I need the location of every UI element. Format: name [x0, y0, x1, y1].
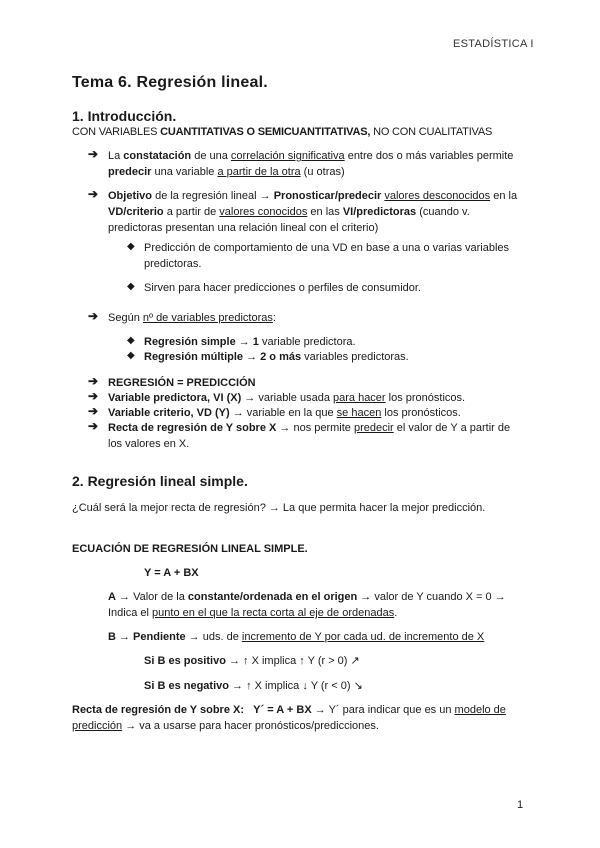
arrow-bullet: ➔ [88, 309, 99, 323]
segun-item: Según nº de variables predictoras: [108, 312, 276, 324]
a-constant-item: A → Valor de la constante/ordenada en el origen → valor de Y cuando X = 0 → Indica el punto en el que la recta corta al eje de ordenadas. [108, 591, 506, 619]
b-pendiente-item: B → Pendiente → uds. de incremento de Y por cada ud. de incremento de X [108, 631, 485, 643]
recta-regresion-item: Recta de regresión de Y sobre X → nos permite predecir el valor de Y a partir de los valores en X. [108, 422, 511, 450]
b-negativo: Si B es negativo → ↑ X implica ↓ Y (r < 0) ↘ [144, 680, 363, 692]
arrow-bullet: ➔ [88, 147, 99, 161]
arrow-bullet: ➔ [88, 187, 99, 201]
page-header: ESTADÍSTICA I [453, 38, 534, 50]
page-title: Tema 6. Regresión lineal. [72, 74, 268, 91]
arrow-bullet: ➔ [88, 389, 99, 403]
b-positivo: Si B es positivo → ↑ X implica ↑ Y (r > 0) ↗ [144, 655, 360, 667]
equation: Y = A + BX [144, 567, 199, 579]
arrow-bullet: ➔ [88, 404, 99, 418]
regresion-multiple: Regresión múltiple → 2 o más variables predictoras. [144, 351, 409, 363]
arrow-bullet: ➔ [88, 419, 99, 433]
section-2-heading: 2. Regresión lineal simple. [72, 473, 248, 489]
diamond-bullet: ◆ [127, 281, 135, 292]
page-number: 1 [517, 799, 524, 811]
sub-item-prediccion: Predicción de comportamiento de una VD en base a una o varias variables predictoras. [144, 242, 510, 270]
variable-criterio: Variable criterio, VD (Y) → variable en la que se hacen los pronósticos. [108, 407, 461, 419]
question-line: ¿Cuál será la mejor recta de regresión? → La que permita hacer la mejor predicción. [72, 502, 486, 514]
final-paragraph: Recta de regresión de Y sobre X: Y´ = A + BX → Y´ para indicar que es un modelo de predicción → va a usarse para hacer pronósticos/predicciones. [72, 704, 506, 732]
variable-predictora: Variable predictora, VI (X) → variable usada para hacer los pronósticos. [108, 392, 466, 404]
arrow-bullet: ➔ [88, 374, 99, 388]
intro-line: CON VARIABLES CUANTITATIVAS O SEMICUANTITATIVAS, NO CON CUALITATIVAS [72, 126, 493, 138]
equation-heading: ECUACIÓN DE REGRESIÓN LINEAL SIMPLE. [72, 543, 308, 555]
constatacion-item: La constatación de una correlación significativa entre dos o más variables permite predecir una variable a partir de la otra (u otras) [108, 150, 514, 178]
diamond-bullet: ◆ [127, 350, 135, 361]
diamond-bullet: ◆ [127, 241, 135, 252]
objetivo-item: Objetivo de la regresión lineal → Pronosticar/predecir valores desconocidos en la VD/criterio a partir de valores conocidos en las VI/predictoras (cuando v. predictoras presentan una relación lineal con el criterio) [108, 190, 518, 234]
section-1-heading: 1. Introducción. [72, 108, 177, 124]
sub-item-perfiles: Sirven para hacer predicciones o perfiles de consumidor. [144, 282, 421, 294]
regresion-prediccion: REGRESIÓN = PREDICCIÓN [108, 377, 256, 389]
diamond-bullet: ◆ [127, 335, 135, 346]
regresion-simple: Regresión simple → 1 variable predictora. [144, 336, 356, 348]
